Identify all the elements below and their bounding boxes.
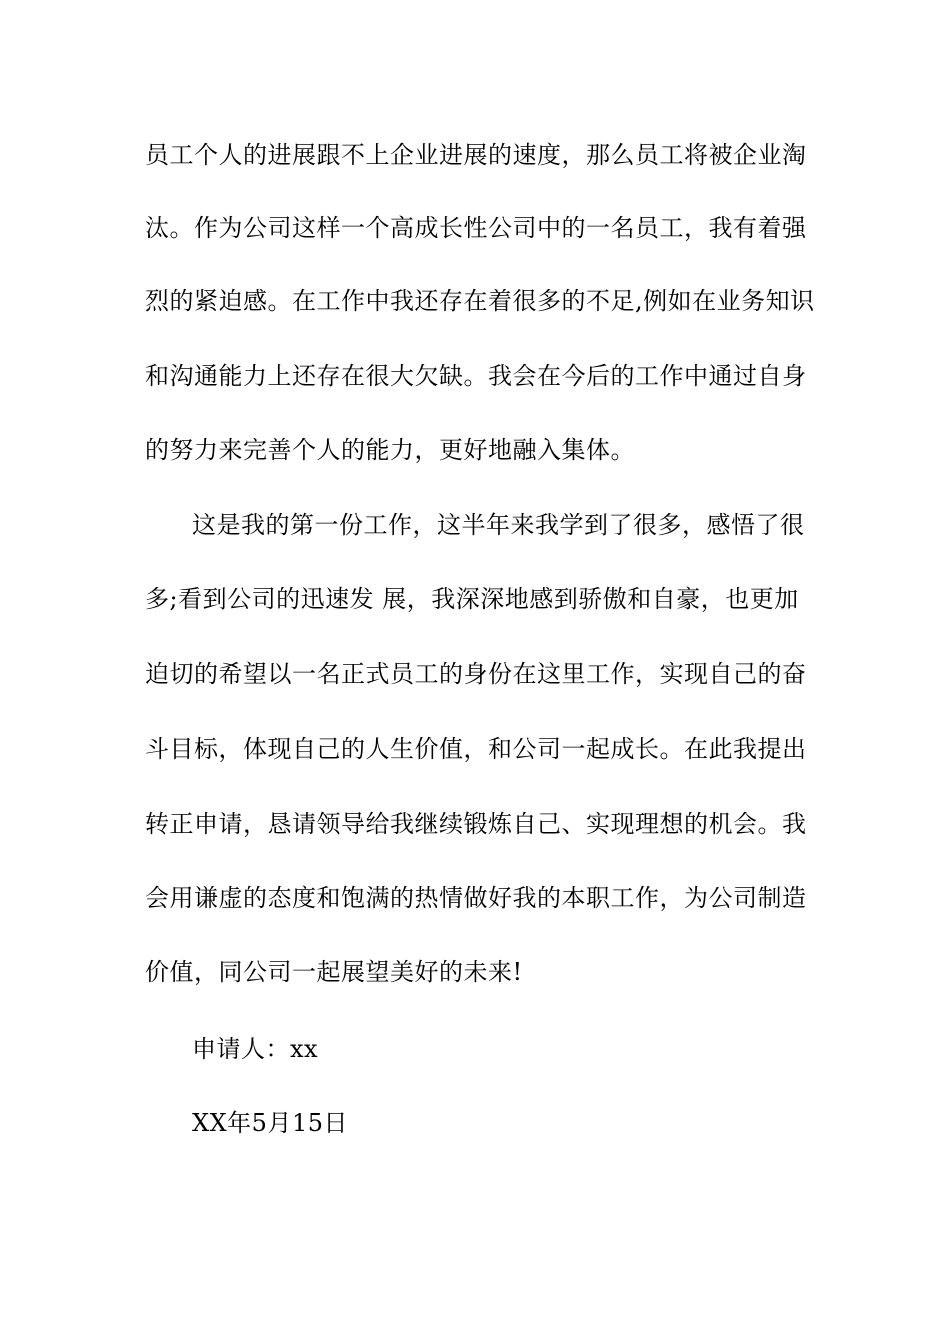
paragraph2-line-1: 这是我的第一份工作，这半年来我学到了很多，感悟了很 bbox=[192, 511, 805, 539]
paragraph1-line-5: 的努力来完善个人的能力，更好地融入集体。 bbox=[145, 436, 635, 464]
signature-date: XX年5月15日 bbox=[192, 1109, 348, 1137]
paragraph2-line-4: 斗目标，体现自己的人生价值，和公司一起成长。在此我提出 bbox=[145, 735, 807, 763]
paragraph1-line-4: 和沟通能力上还存在很大欠缺。我会在今后的工作中通过自身 bbox=[145, 362, 807, 390]
paragraph2-line-6: 会用谦虚的态度和饱满的热情做好我的本职工作，为公司制造 bbox=[145, 884, 807, 912]
applicant-signature: 申请人：xx bbox=[192, 1035, 319, 1063]
paragraph2-line-3: 迫切的希望以一名正式员工的身份在这里工作，实现自己的奋 bbox=[145, 660, 807, 688]
paragraph1-line-2: 汰。作为公司这样一个高成长性公司中的一名员工，我有着强 bbox=[145, 214, 807, 242]
paragraph2-line-7: 价值，同公司一起展望美好的未来! bbox=[145, 958, 523, 986]
paragraph2-line-2: 多;看到公司的迅速发 展，我深深地感到骄傲和自豪，也更加 bbox=[145, 585, 799, 613]
paragraph1-line-3: 烈的紧迫感。在工作中我还存在着很多的不足,例如在业务知识 bbox=[145, 287, 815, 315]
paragraph1-line-1: 员工个人的进展跟不上企业进展的速度，那么员工将被企业淘 bbox=[145, 141, 807, 169]
paragraph2-line-5: 转正申请，恳请领导给我继续锻炼自己、实现理想的机会。我 bbox=[145, 810, 807, 838]
